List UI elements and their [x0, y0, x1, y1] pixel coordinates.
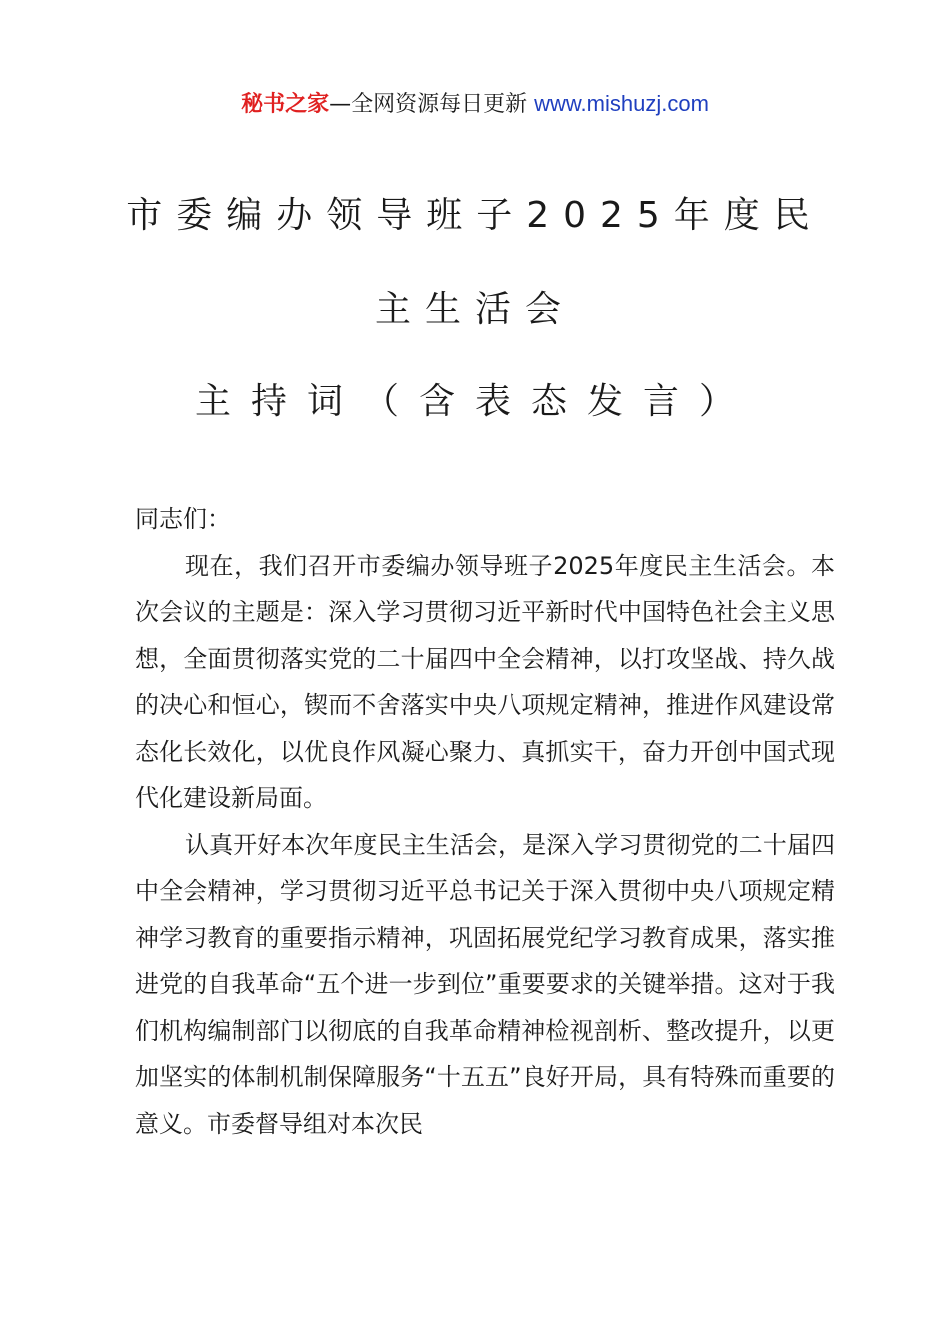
- brand-name: 秘书之家: [241, 92, 330, 117]
- document-subtitle: 主持词（含表态发言）: [194, 381, 755, 422]
- paragraph-2: 认真开好本次年度民主生活会，是深入学习贯彻党的二十届四中全会精神，学习贯彻习近平总书记关于深入贯彻中央八项规定精神学习教育的重要指示精神，巩固拓展党纪学习教育成果，落实推进党的自我革命“五个进一步到位”重要要求的关键举措。这对于我们机构编制部门以彻底的自我革命精神检视剖析、整改提升，以更加坚实的体制机制保障服务“十五五”良好开局，具有特殊而重要的意义。市委督导组对本次民: [135, 830, 835, 1138]
- site-tagline: —全网资源每日更新: [329, 92, 535, 117]
- salutation: 同志们：: [135, 505, 231, 533]
- document-body: [135, 496, 835, 1147]
- document-title-line-1: 市委编办领导班子2025年度民: [126, 195, 824, 236]
- site-header: [0, 88, 950, 121]
- site-url-link[interactable]: www.mishuzj.com: [534, 91, 709, 116]
- document-title-line-2: 主生活会: [374, 289, 575, 330]
- paragraph-1: 现在，我们召开市委编办领导班子2025年度民主生活会。本次会议的主题是：深入学习贯彻习近平新时代中国特色社会主义思想，全面贯彻落实党的二十届四中全会精神，以打攻坚战、持久战的决心和恒心，锲而不舍落实中央八项规定精神，推进作风建设常态化长效化，以优良作风凝心聚力、真抓实干，奋力开创中国式现代化建设新局面。: [135, 551, 835, 812]
